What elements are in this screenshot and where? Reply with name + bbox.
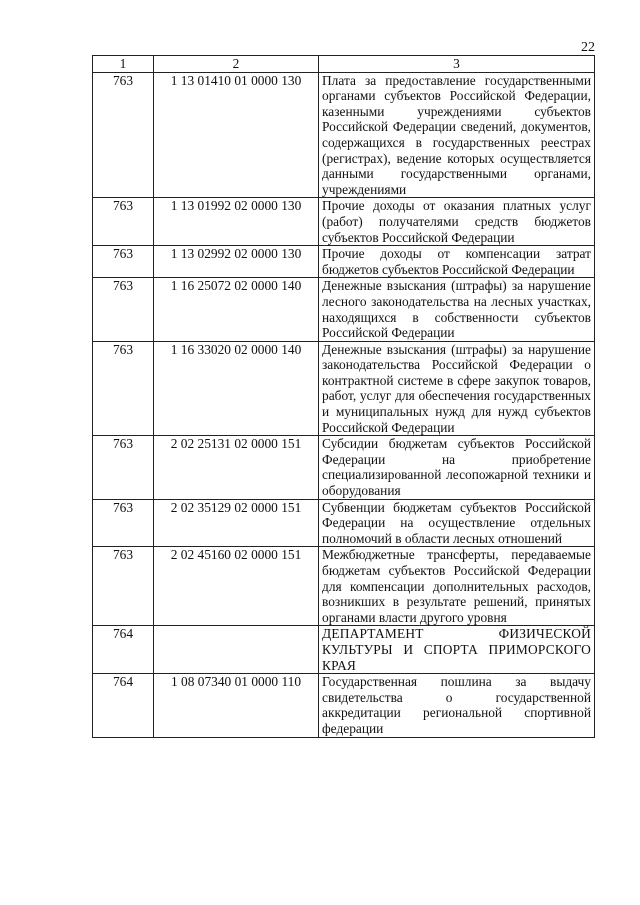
column-header-1: 1 <box>93 56 154 73</box>
budget-code-cell: 1 13 02992 02 0000 130 <box>154 246 319 278</box>
revenue-name-cell: Денежные взыскания (штрафы) за нарушение лесного законодательства на лесных участках, находящихся в собственности субъектов Российской Федерации <box>319 278 595 341</box>
budget-code-cell: 1 08 07340 01 0000 110 <box>154 674 319 737</box>
column-header-2: 2 <box>154 56 319 73</box>
department-name-cell: ДЕПАРТАМЕНТ ФИЗИЧЕСКОЙ КУЛЬТУРЫ И СПОРТА ПРИМОРСКОГО КРАЯ <box>319 626 595 674</box>
budget-code-cell: 1 16 33020 02 0000 140 <box>154 341 319 436</box>
table-header-row <box>93 56 595 73</box>
budget-code-cell: 1 13 01410 01 0000 130 <box>154 72 319 198</box>
revenue-name-cell: Прочие доходы от оказания платных услуг (работ) получателями средств бюджетов субъектов Российской Федерации <box>319 198 595 246</box>
admin-code-cell: 764 <box>93 626 154 674</box>
budget-code-cell: 2 02 25131 02 0000 151 <box>154 436 319 499</box>
table-row <box>93 341 595 436</box>
revenue-name-cell: Государственная пошлина за выдачу свидетельства о государственной аккредитации региональной спортивной федерации <box>319 674 595 737</box>
admin-code-cell: 763 <box>93 341 154 436</box>
revenue-name-cell: Субвенции бюджетам субъектов Российской Федерации на осуществление отдельных полномочий в области лесных отношений <box>319 499 595 547</box>
budget-code-cell: 1 16 25072 02 0000 140 <box>154 278 319 341</box>
revenue-codes-table <box>92 55 595 738</box>
admin-code-cell: 763 <box>93 436 154 499</box>
admin-code-cell: 763 <box>93 499 154 547</box>
table-row <box>93 674 595 737</box>
admin-code-cell: 763 <box>93 198 154 246</box>
admin-code-cell: 763 <box>93 72 154 198</box>
table-row <box>93 278 595 341</box>
table-row <box>93 246 595 278</box>
revenue-name-cell: Денежные взыскания (штрафы) за нарушение законодательства Российской Федерации о контрактной системе в сфере закупок товаров, работ, услуг для обеспечения государственных и муниципальных нужд для нужд субъектов Российской Федерации <box>319 341 595 436</box>
budget-code-cell <box>154 626 319 674</box>
table-row <box>93 626 595 674</box>
column-header-3: 3 <box>319 56 595 73</box>
revenue-name-cell: Субсидии бюджетам субъектов Российской Федерации на приобретение специализированной лесопожарной техники и оборудования <box>319 436 595 499</box>
table-row <box>93 72 595 198</box>
table-row <box>93 436 595 499</box>
budget-code-cell: 2 02 45160 02 0000 151 <box>154 547 319 626</box>
budget-code-cell: 1 13 01992 02 0000 130 <box>154 198 319 246</box>
page-number: 22 <box>581 40 595 55</box>
admin-code-cell: 764 <box>93 674 154 737</box>
admin-code-cell: 763 <box>93 278 154 341</box>
budget-code-cell: 2 02 35129 02 0000 151 <box>154 499 319 547</box>
admin-code-cell: 763 <box>93 547 154 626</box>
table-row <box>93 499 595 547</box>
revenue-name-cell: Межбюджетные трансферты, передаваемые бюджетам субъектов Российской Федерации для компенсации дополнительных расходов, возникших в результате решений, принятых органами власти другого уровня <box>319 547 595 626</box>
admin-code-cell: 763 <box>93 246 154 278</box>
table-row <box>93 198 595 246</box>
revenue-name-cell: Плата за предоставление государственными органами субъектов Российской Федерации, казенными учреждениями субъектов Российской Федерации сведений, документов, содержащихся в государственных реестрах (регистрах), ведение которых осуществляется данными государственными органами, учреждениями <box>319 72 595 198</box>
revenue-name-cell: Прочие доходы от компенсации затрат бюджетов субъектов Российской Федерации <box>319 246 595 278</box>
table-row <box>93 547 595 626</box>
